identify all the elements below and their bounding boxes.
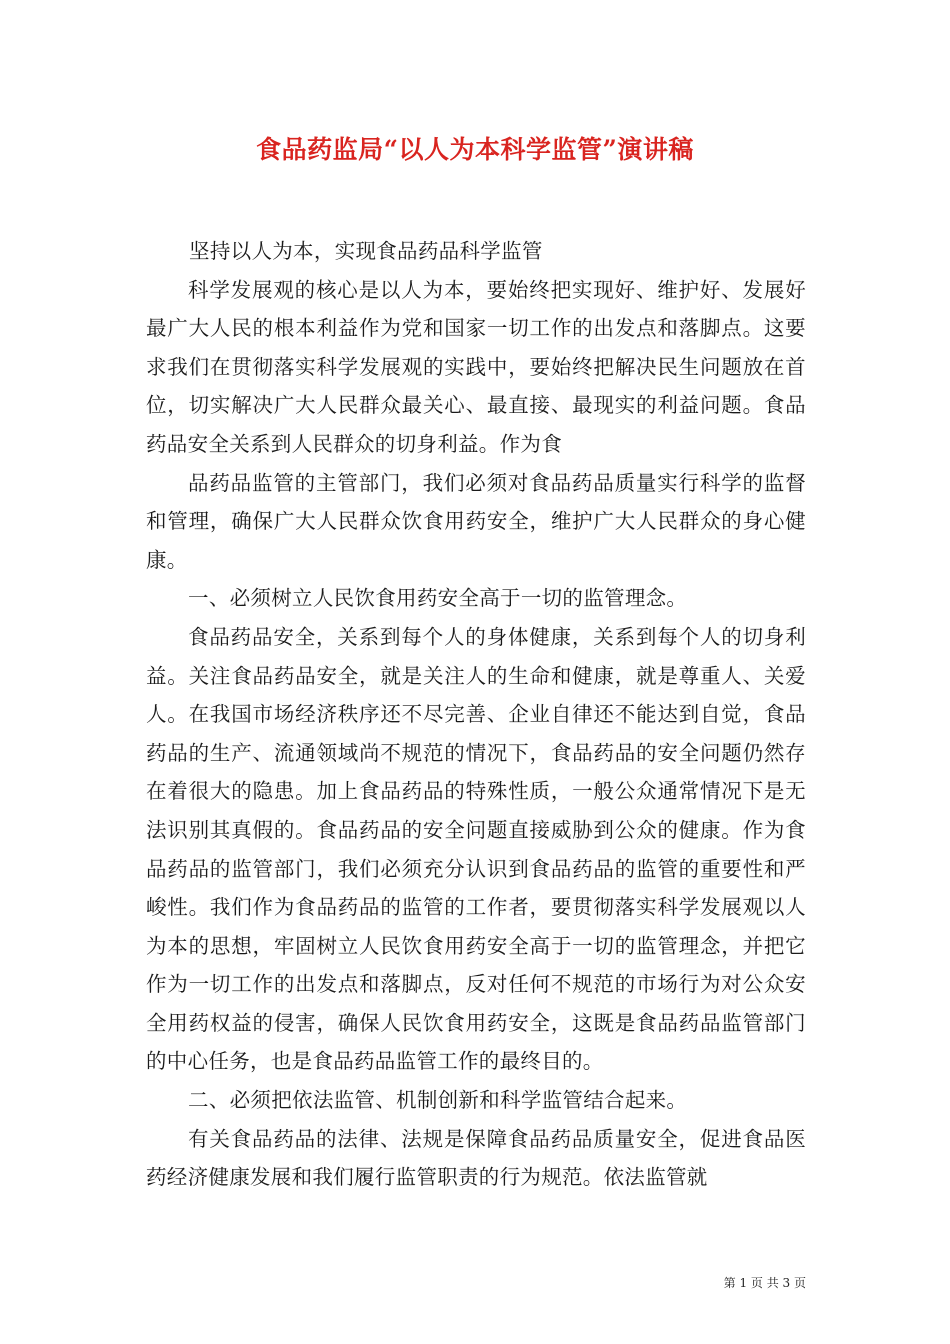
section-heading: 一、必须树立人民饮食用药安全高于一切的监管理念。 xyxy=(188,586,688,611)
paragraph-subtitle: 坚持以人为本，实现食品药品科学监管 xyxy=(189,239,543,263)
paragraph: 品药品监管的主管部门，我们必须对食品药品质量实行科学的监督和管理，确保广大人民群众饮食用药安全，维护广大人民群众的身心健康。 xyxy=(146,470,806,572)
document-body xyxy=(146,232,806,1197)
section-heading: 二、必须把依法监管、机制创新和科学监管结合起来。 xyxy=(188,1088,688,1113)
paragraph: 食品药品安全，关系到每个人的身体健康，关系到每个人的切身利益。关注食品药品安全，就是关注人的生命和健康，就是尊重人、关爱人。在我国市场经济秩序还不尽完善、企业自律还不能达到自觉，食品药品的生产、流通领域尚不规范的情况下，食品药品的安全问题仍然存在着很大的隐患。加上食品药品的特殊性质，一般公众通常情况下是无法识别其真假的。食品药品的安全问题直接威胁到公众的健康。作为食品药品的监管部门，我们必须充分认识到食品药品的监管的重要性和严峻性。我们作为食品药品的监管的工作者，要贯彻落实科学发展观以人为本的思想，牢固树立人民饮食用药安全高于一切的监管理念，并把它作为一切工作的出发点和落脚点，反对任何不规范的市场行为对公众安全用药权益的侵害，确保人民饮食用药安全，这既是食品药品监管部门的中心任务，也是食品药品监管工作的最终目的。 xyxy=(146,624,806,1074)
paragraph: 科学发展观的核心是以人为本，要始终把实现好、维护好、发展好最广大人民的根本利益作为党和国家一切工作的出发点和落脚点。这要求我们在贯彻落实科学发展观的实践中，要始终把解决民生问题放在首位，切实解决广大人民群众最关心、最直接、最现实的利益问题。食品药品安全关系到人民群众的切身利益。作为食 xyxy=(146,277,806,456)
page-number: 第 1 页 共 3 页 xyxy=(723,1276,806,1290)
paragraph: 有关食品药品的法律、法规是保障食品药品质量安全，促进食品医药经济健康发展和我们履行监管职责的行为规范。依法监管就 xyxy=(146,1126,806,1190)
document-title: 食品药监局“以人为本科学监管”演讲稿 xyxy=(256,135,694,164)
